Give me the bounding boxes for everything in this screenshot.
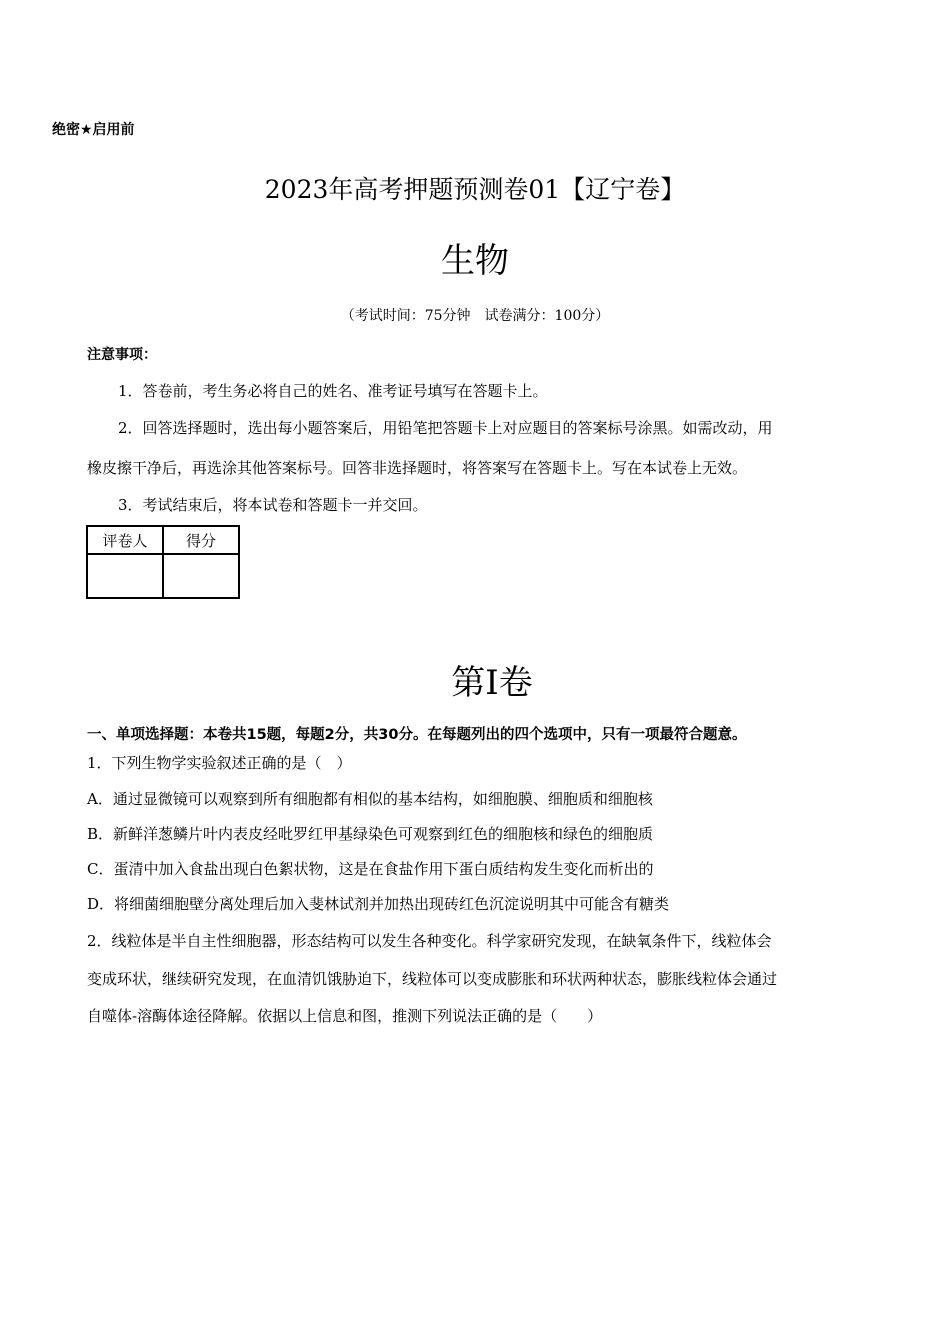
question-1-stem: 1．下列生物学实验叙述正确的是（ ）	[87, 754, 352, 772]
question-1-option-a: A．通过显微镜可以观察到所有细胞都有相似的基本结构，如细胞膜、细胞质和细胞核	[87, 790, 653, 808]
notice-item-3: 3．考试结束后，将本试卷和答题卡一并交回。	[118, 496, 428, 514]
notice-title: 注意事项：	[87, 347, 157, 363]
section-heading: 一、单项选择题：本卷共15题，每题2分，共30分。在每题列出的四个选项中，只有一项最符合题意。	[87, 727, 747, 743]
score-label: 得分	[163, 526, 239, 554]
question-2-line-2: 变成环状，继续研究发现，在血清饥饿胁迫下，线粒体可以变成膨胀和环状两种状态，膨胀线粒体会通过	[87, 970, 778, 988]
question-2-line-1: 2．线粒体是半自主性细胞器，形态结构可以发生各种变化。科学家研究发现，在缺氧条件下，线粒体会	[87, 932, 772, 950]
grader-cell	[87, 554, 163, 598]
question-1-option-b: B．新鲜洋葱鳞片叶内表皮经吡罗红甲基绿染色可观察到红色的细胞核和绿色的细胞质	[87, 825, 654, 843]
score-cell	[163, 554, 239, 598]
subject-title: 生物	[441, 241, 509, 281]
exam-title: 2023年高考押题预测卷01【辽宁卷】	[264, 175, 686, 204]
grader-label: 评卷人	[87, 526, 163, 554]
secret-mark: 绝密★启用前	[52, 122, 135, 138]
notice-item-2-line-2: 橡皮擦干净后，再选涂其他答案标号。回答非选择题时，将答案写在答题卡上。写在本试卷上无效。	[87, 459, 748, 477]
question-2-line-3: 自噬体-溶酶体途径降解。依据以上信息和图，推测下列说法正确的是（ ）	[87, 1007, 603, 1025]
question-1-option-d: D．将细菌细胞壁分离处理后加入斐林试剂并加热出现砖红色沉淀说明其中可能含有糖类	[87, 895, 670, 913]
notice-item-1: 1．答卷前，考生务必将自己的姓名、准考证号填写在答题卡上。	[118, 382, 548, 400]
score-table	[86, 525, 240, 599]
exam-info: （考试时间：75分钟 试卷满分：100分）	[340, 308, 610, 324]
notice-item-2-line-1: 2．回答选择题时，选出每小题答案后，用铅笔把答题卡上对应题目的答案标号涂黑。如需改动，用	[118, 419, 773, 437]
question-1-option-c: C．蛋清中加入食盐出现白色絮状物，这是在食盐作用下蛋白质结构发生变化而析出的	[87, 860, 654, 878]
volume-title: 第I卷	[451, 663, 533, 703]
